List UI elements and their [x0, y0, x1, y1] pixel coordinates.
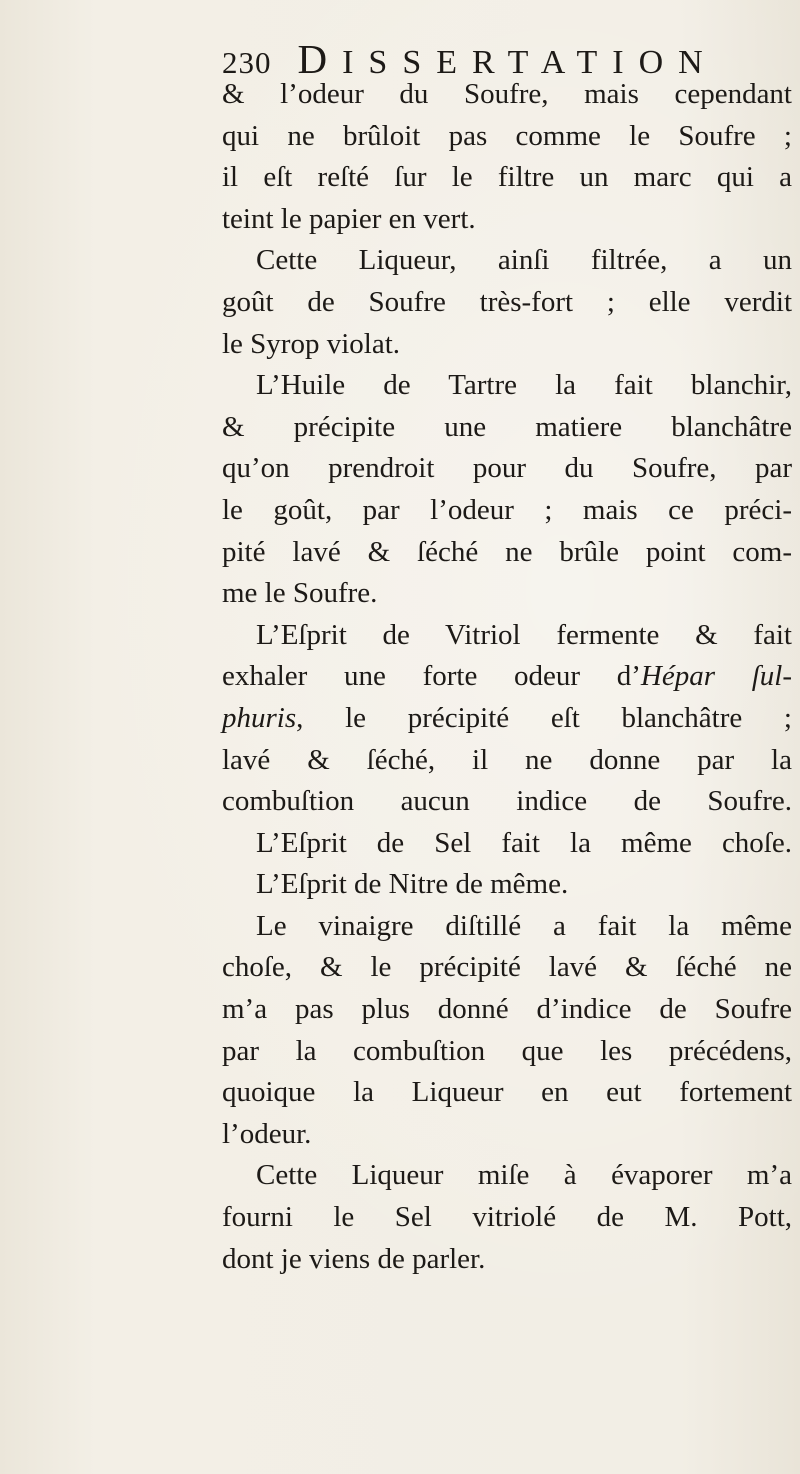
line-text: L’Eſprit de Vitriol fermente & fait: [256, 618, 792, 651]
text-line: [222, 864, 792, 906]
italic-term: phuris: [222, 701, 297, 734]
text-line: [222, 490, 792, 532]
line-text: dont je viens de parler.: [222, 1242, 486, 1275]
line-text: qui ne brûloit pas comme le Soufre ;: [222, 119, 792, 152]
line-text: il eſt reſté ſur le filtre un marc qui a: [222, 161, 792, 194]
text-line: [222, 365, 792, 407]
line-text: goût de Soufre très-fort ; elle verdit: [222, 285, 792, 318]
line-text: exhaler une forte odeur d’: [222, 660, 641, 693]
text-line: [222, 1197, 792, 1239]
line-text: choſe, & le précipité lavé & ſéché ne: [222, 951, 792, 984]
page-number: 230: [222, 45, 272, 80]
text-line: [222, 1239, 792, 1281]
text-line: [222, 240, 792, 282]
text-line: [222, 781, 792, 823]
line-text: L’Eſprit de Nitre de même.: [256, 868, 569, 901]
line-text: le Syrop violat.: [222, 327, 401, 360]
text-line: [222, 823, 792, 865]
line-text: Cette Liqueur miſe à évaporer m’a: [256, 1159, 792, 1192]
text-line: [222, 1114, 792, 1156]
line-text: & précipite une matiere blanchâtre: [222, 410, 792, 443]
line-text: m’a pas plus donné d’indice de Soufre: [222, 993, 792, 1026]
text-line: [222, 116, 792, 158]
line-text: combuſtion aucun indice de Soufre.: [222, 785, 792, 818]
line-text: Cette Liqueur, ainſi filtrée, a un: [256, 244, 792, 277]
line-text: l’odeur.: [222, 1117, 312, 1150]
text-line: [222, 1031, 792, 1073]
running-header: [222, 35, 718, 82]
text-line: [222, 157, 792, 199]
text-line: [222, 656, 792, 698]
italic-term: Hépar ſul-: [640, 660, 792, 693]
line-text: qu’on prendroit pour du Soufre, par: [222, 452, 792, 485]
text-line: [222, 740, 792, 782]
text-line: [222, 615, 792, 657]
text-line: [222, 698, 792, 740]
line-text: lavé & ſéché, il ne donne par la: [222, 743, 792, 776]
line-text: & l’odeur du Soufre, mais cependant: [222, 78, 792, 110]
text-line: [222, 74, 792, 116]
text-line: [222, 282, 792, 324]
text-line: [222, 324, 792, 366]
line-text: par la combuſtion que les précédens,: [222, 1034, 792, 1067]
text-line: [222, 989, 792, 1031]
text-line: [222, 947, 792, 989]
line-text: pité lavé & ſéché ne brûle point com-: [222, 535, 792, 568]
text-line: [222, 573, 792, 615]
line-text: Le vinaigre diſtillé a fait la même: [256, 909, 792, 942]
running-title-rest: ISSERTATION: [342, 44, 718, 81]
line-text: quoique la Liqueur en eut fortement: [222, 1076, 792, 1109]
text-line: [222, 906, 792, 948]
text-line: [222, 532, 792, 574]
text-line: [222, 1155, 792, 1197]
text-line: [222, 407, 792, 449]
line-text: , le précipité eſt blanchâtre ;: [296, 701, 792, 734]
running-title-initial: D: [297, 36, 343, 82]
line-text: L’Huile de Tartre la fait blanchir,: [256, 369, 792, 402]
line-text: fourni le Sel vitriolé de M. Pott,: [222, 1201, 792, 1234]
text-line: [222, 448, 792, 490]
line-text: me le Soufre.: [222, 577, 378, 610]
line-text: teint le papier en vert.: [222, 202, 476, 235]
line-text: L’Eſprit de Sel fait la même choſe.: [256, 826, 792, 859]
body-text: [222, 74, 792, 1280]
text-line: [222, 1072, 792, 1114]
text-line: [222, 199, 792, 241]
line-text: le goût, par l’odeur ; mais ce préci-: [222, 493, 792, 526]
